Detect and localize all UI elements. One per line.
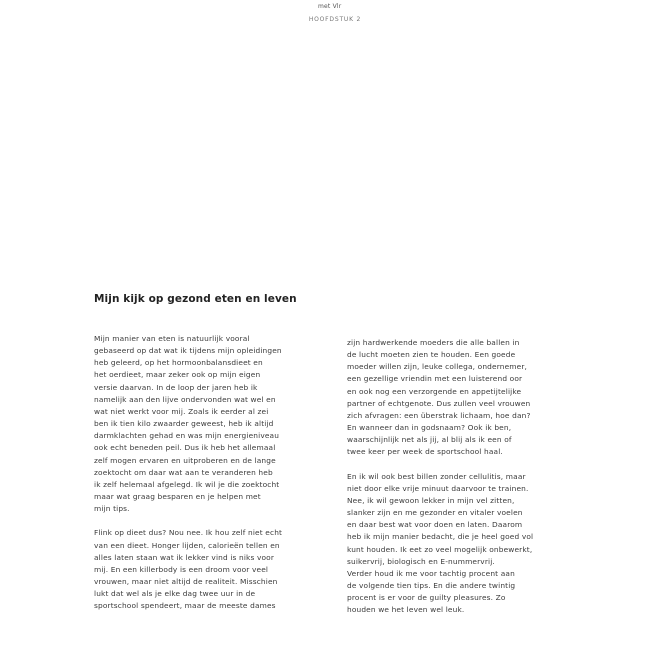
text-line: mijn tips. — [94, 504, 130, 514]
text-line: ben ik tien kilo zwaarder geweest, heb ik altijd — [94, 419, 274, 429]
text-line: En wanneer dan in godsnaam? Ook ik ben, — [347, 423, 512, 433]
text-line: En ik wil ook best billen zonder cellulitis, maar — [347, 471, 526, 481]
left-text-column — [94, 333, 329, 612]
text-line: maar wat graag besparen en je helpen met — [94, 492, 261, 502]
text-line: en ook nog een verzorgende en appetijtelijke — [347, 386, 522, 396]
chapter-label: HOOFDSTUK 2 — [308, 16, 362, 23]
section-heading: Mijn kijk op gezond eten en leven — [94, 293, 297, 305]
text-line: gebaseerd op dat wat ik tijdens mijn opleidingen — [94, 346, 282, 356]
text-line: ook echt beneden peil. Dus ik heb het allemaal — [94, 443, 276, 453]
paragraph — [347, 337, 582, 459]
text-line: zoektocht om daar wat aan te veranderen heb — [94, 467, 273, 477]
text-line: Flink op dieet dus? Nou nee. Ik hou zelf niet echt — [94, 528, 283, 538]
text-line: zich afvragen: een überstrak lichaam, hoe dan? — [347, 410, 531, 420]
right-text-column — [347, 337, 582, 616]
text-line: ik zelf helemaal afgelegd. Ik wil je die zoektocht — [94, 479, 280, 489]
text-line: Verder houd ik me voor tachtig procent aan — [347, 568, 515, 578]
paragraph — [347, 471, 582, 617]
text-line: twee keer per week de sportschool haal. — [347, 447, 503, 457]
text-line: de volgende tien tips. En die andere twintig — [347, 580, 516, 590]
text-line: niet door elke vrije minuut daarvoor te trainen. — [347, 483, 529, 493]
text-line: darmklachten gehad en was mijn energieniveau — [94, 431, 280, 441]
text-line: vrouwen, maar niet altijd de realiteit. Misschien — [94, 576, 278, 586]
text-line: kunt houden. Ik eet zo veel mogelijk onbewerkt, — [347, 544, 533, 554]
text-line: waarschijnlijk net als jij, al blij als ik een of — [347, 435, 512, 445]
text-line: namelijk aan den lijve ondervonden wat wel en — [94, 394, 276, 404]
text-line: wat niet werkt voor mij. Zoals ik eerder al zei — [94, 406, 269, 416]
text-line: Mijn manier van eten is natuurlijk vooral — [94, 334, 250, 343]
text-line: partner of echtgenote. Dus zullen veel vrouwen — [347, 398, 531, 408]
text-line: een gezellige vriendin met een luisterend oor — [347, 374, 523, 384]
text-line: van een dieet. Honger lijden, calorieën tellen en — [94, 540, 280, 550]
text-line: zelf mogen ervaren en uitproberen en de lange — [94, 455, 276, 465]
text-line: houden we het leven wel leuk. — [347, 605, 465, 615]
text-line: de lucht moeten zien te houden. Een goede — [347, 350, 516, 360]
text-line: sportschool spendeert, maar de meeste dames — [94, 601, 276, 611]
text-line: heb ik mijn manier bedacht, die je heel goed vol — [347, 532, 534, 542]
text-line: alles laten staan wat ik lekker vind is niks voor — [94, 552, 275, 562]
text-line: moeder willen zijn, leuke collega, ondernemer, — [347, 362, 528, 372]
top-text-fragment: met Vlr — [318, 3, 342, 10]
paragraph — [94, 527, 329, 612]
text-line: het oerdieet, maar zeker ook op mijn eigen — [94, 370, 261, 380]
text-line: lukt dat wel als je elke dag twee uur in de — [94, 589, 256, 599]
text-line: mij. En een killerbody is een droom voor veel — [94, 564, 269, 574]
text-line: procent is er voor de guilty pleasures. Zo — [347, 593, 506, 603]
text-line: zijn hardwerkende moeders die alle ballen in — [347, 338, 520, 347]
text-line: heb geleerd, op het hormoonbalansdieet en — [94, 358, 263, 368]
paragraph-gap — [94, 515, 329, 527]
paragraph-gap — [347, 459, 582, 471]
text-line: Nee, ik wil gewoon lekker in mijn vel zitten, — [347, 495, 515, 505]
text-line: en daar best wat voor doen en laten. Daarom — [347, 520, 523, 530]
text-line: slanker zijn en me gezonder en vitaler voelen — [347, 508, 523, 518]
text-line: suikervrij, biologisch en E-nummervrij. — [347, 556, 495, 566]
text-line: versie daarvan. In de loop der jaren heb ik — [94, 382, 258, 392]
paragraph — [94, 333, 329, 515]
